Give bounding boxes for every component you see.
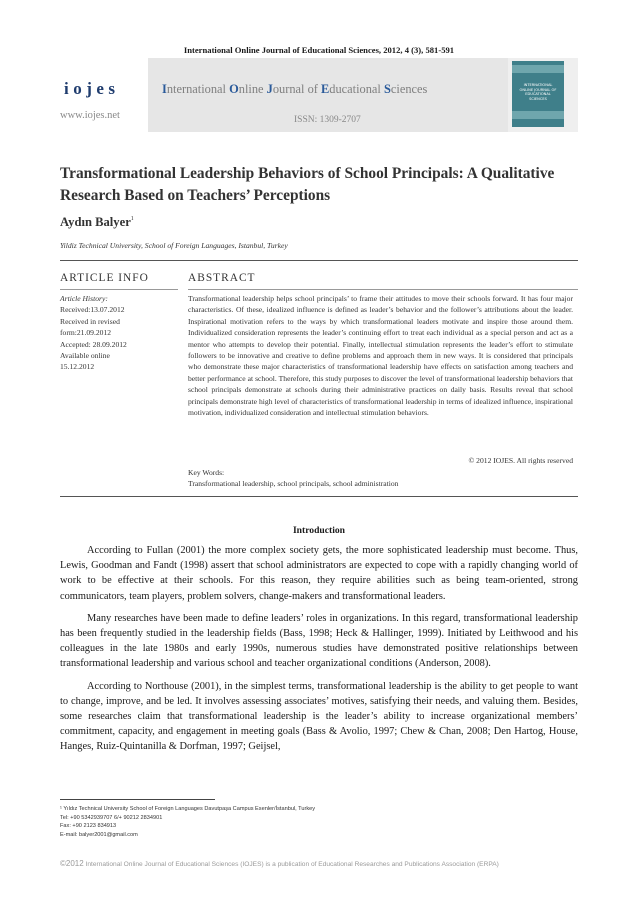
paragraph: According to Fullan (2001) the more complex society gets, the more sophisticated leadership must become. Thus, Lewis, Goodman and Fandt (1998) assert that school administrators are expected to cope with a rapidly changing world of work to be effective at their schools. For this reason, they require abilities such as being team-oriented, strong communicators, team players, problem solvers, change-makers and transformational leaders.	[60, 545, 578, 602]
history-label: Article History:	[60, 294, 108, 303]
cover-text: INTERNATIONAL ONLINE JOURNAL OF EDUCATIONAL SCIENCES	[519, 83, 557, 101]
history-line: Available online	[60, 351, 110, 361]
affiliation: Yildiz Technical University, School of Foreign Languages, Istanbul, Turkey	[60, 241, 288, 250]
article-history	[60, 293, 178, 373]
history-line: 15.12.2012	[60, 362, 95, 372]
divider	[60, 289, 178, 290]
abstract-text: Transformational leadership helps school principals’ to frame their attitudes to move their schools forward. It has four major characteristics. Of these, idealized influence is defined as leader’s behavior and the follower’s attributions about the leader. Inspirational motivation refers to the ways by which transformational leaders motivate and inspire those around them. Individualized consideration represents the leader’s continuing effort to treat each individual as a special person and act as a mentor who attempts to develop their potential. Finally, intellectual stimulation represents the leader’s effort to stimulate followers to be innovative and creative to define problems and approach them in new ways. It is considered that principals who demonstrate these major characteristics of transformational leadership have effects on satisfaction among teachers and better performance at school. Therefore, this study purposes to discover the level of transformational leadership behaviors that school principals demonstrate at schools during their administrative practices on daily basis. Results reveal that school principals demonstrate high level of characteristics of transformational leadership in terms of idealized influence, inspirational motivation, individualized consideration and intellectual stimulation behaviors.	[188, 294, 573, 418]
divider	[188, 289, 578, 290]
divider	[60, 496, 578, 497]
history-line: Accepted: 28.09.2012	[60, 339, 127, 349]
journal-title-panel	[148, 58, 508, 132]
cover-panel	[508, 58, 578, 132]
copyright-notice: © 2012 IOJES. All rights reserved	[468, 456, 573, 465]
paragraph: Many researches have been made to define leaders’ roles in organizations. In this regard, transformational leadership has been frequently studied in the leadership fields (Bass, 1998; Heck & Hallinger, 1999). Initiated by Leithwood and his colleagues in the late 1980s and early 1990s, numerous studies have demonstrated positive relationships between transformational leadership and various school and teacher organizational conditions (Anderson, 2008).	[60, 612, 578, 670]
footnote	[60, 805, 315, 839]
journal-logo	[60, 58, 144, 132]
logo-text: iojes	[64, 79, 120, 98]
abstract-heading: ABSTRACT	[188, 272, 256, 284]
paragraph: According to Northouse (2001), in the simplest terms, transformational leadership is the ability to get people to want to change, improve, and be led. It involves assessing associates’ motives, satisfying their needs, and valuing them. Besides, some researches claim that transformational leadership is the leader’s ability to increase organizational members’ commitment, capacity, and engagement in meeting goals (Bass & Avolio, 1997; Chew & Chan, 2008; Den Hartog, House, Hanges, Ruiz-Quintanilla & Dorfman, 1997; Geijsel,	[60, 680, 578, 753]
cover-stripe	[512, 111, 564, 119]
keywords: Transformational leadership, school principals, school administration	[188, 479, 399, 488]
journal-name: International Online Journal of Educational Sciences	[162, 82, 428, 96]
keywords-label: Key Words:	[188, 468, 225, 477]
history-line: form:21.09.2012	[60, 328, 112, 338]
author-name: Aydın Balyer$^1$	[60, 215, 134, 229]
footnote-divider	[60, 799, 215, 800]
page-footer	[60, 859, 578, 868]
cover-stripe	[512, 65, 564, 73]
journal-banner	[60, 58, 578, 132]
site-url[interactable]: www.iojes.net	[60, 110, 120, 121]
section-heading: Introduction	[292, 525, 346, 536]
footnote-line: Tel: +90 5342939707 6/+ 90212 2834901	[60, 814, 163, 821]
history-line: Received:13.07.2012	[60, 305, 125, 315]
footnote-line: Fax: +90 2123 834913	[60, 823, 117, 830]
history-line: Received in revised	[60, 316, 120, 326]
article-title: Transformational Leadership Behaviors of School Principals: A Qualitative Research Based on Teachers’ Perceptions	[60, 165, 555, 204]
divider	[60, 260, 578, 261]
copyright-symbol: ©2012	[60, 859, 84, 868]
footnote-line: ¹ Yıldız Technical University School of Foreign Languages Davutpaşa Campus Esenler/İstanbul, Turkey	[60, 806, 316, 812]
footnote-line: E-mail: balyer2001@gmail.com	[60, 831, 138, 838]
issn: ISSN: 1309-2707	[294, 115, 361, 125]
footer-text: International Online Journal of Educational Sciences (IOJES) is a publication of Educational Researches and Publications Association (ERPA)	[83, 861, 499, 868]
body-text	[60, 543, 578, 762]
article-info-heading: ARTICLE INFO	[60, 272, 149, 284]
running-header: International Online Journal of Educational Sciences, 2012, 4 (3), 581-591	[183, 45, 455, 55]
journal-cover-image	[512, 61, 564, 127]
